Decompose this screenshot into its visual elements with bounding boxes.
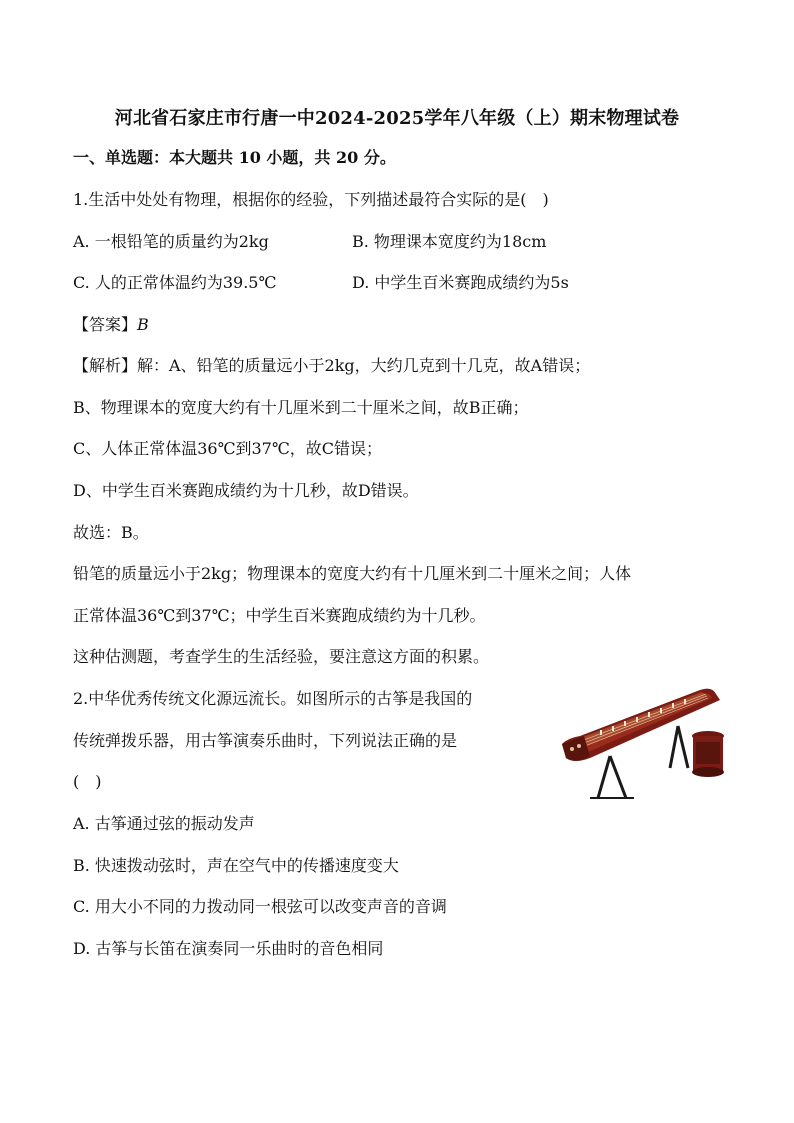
answer-value: B [137,315,149,334]
q2-stem-line: 2.中华优秀传统文化源远流长。如图所示的古筝是我国的 [73,689,473,708]
q2-option-b: B. 快速拨动弦时，声在空气中的传播速度变大 [73,856,399,875]
q1-option-b: B. 物理课本宽度约为18cm [352,232,547,251]
q2-option-d: D. 古筝与长笛在演奏同一乐曲时的音色相同 [73,939,384,958]
q1-answer [73,314,149,336]
guzheng-image [560,686,730,806]
q2-option-a: A. 古筝通过弦的振动发声 [73,814,255,833]
analysis-line: 正常体温36℃到37℃；中学生百米赛跑成绩约为十几秒。 [73,606,486,625]
analysis-line: 【解析】解：A、铅笔的质量远小于2kg，大约几克到十几克，故A错误； [73,356,591,375]
q2-option-c: C. 用大小不同的力拨动同一根弦可以改变声音的音调 [73,897,447,916]
q1-stem: 1.生活中处处有物理，根据你的经验，下列描述最符合实际的是( ) [73,190,549,209]
q1-option-c: C. 人的正常体温约为39.5℃ [73,273,277,292]
analysis-line: 这种估测题，考查学生的生活经验，要注意这方面的积累。 [73,647,490,666]
analysis-line: C、人体正常体温36℃到37℃，故C错误； [73,439,383,458]
analysis-line: 铅笔的质量远小于2kg；物理课本的宽度大约有十几厘米到二十厘米之间；人体 [73,564,632,583]
guzheng-icon [560,686,730,806]
q1-option-a: A. 一根铅笔的质量约为2kg [73,232,269,251]
section-heading: 一、单选题：本大题共 10 小题，共 20 分。 [73,148,396,167]
analysis-line: 故选：B。 [73,523,149,542]
analysis-line: D、中学生百米赛跑成绩约为十几秒，故D错误。 [73,481,419,500]
analysis-line: B、物理课本的宽度大约有十几厘米到二十厘米之间，故B正确； [73,398,529,417]
q2-stem-line: ( ) [73,772,102,791]
q2-stem-line: 传统弹拨乐器，用古筝演奏乐曲时，下列说法正确的是 [73,731,458,750]
answer-label: 【答案】 [73,315,138,334]
page-title: 河北省石家庄市行唐一中2024-2025学年八年级（上）期末物理试卷 [114,108,680,129]
q1-option-d: D. 中学生百米赛跑成绩约为5s [352,273,569,292]
